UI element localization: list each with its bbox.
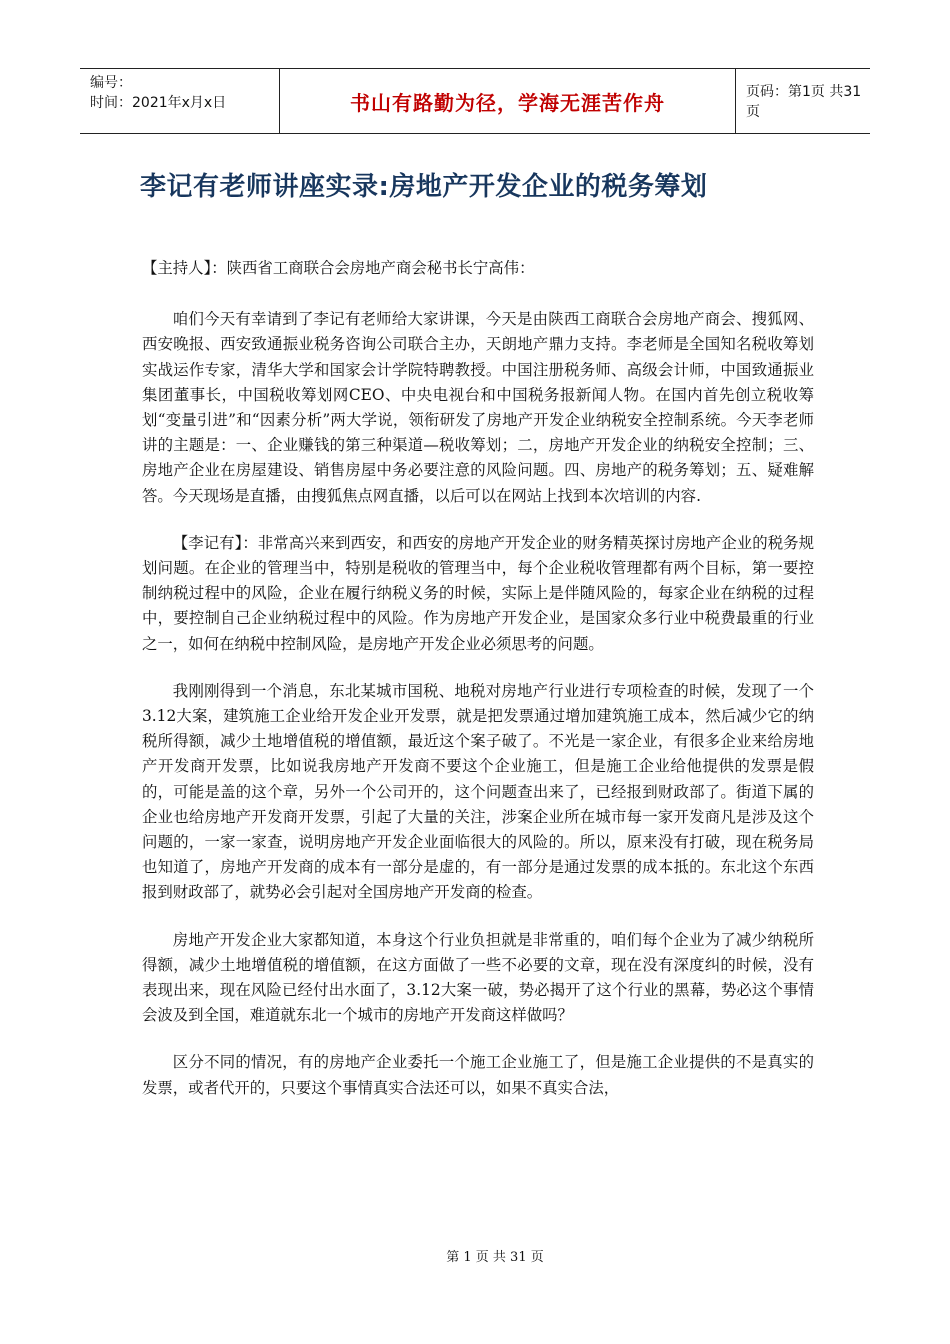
document-title: 李记有老师讲座实录:房地产开发企业的税务筹划 [140,172,708,202]
paragraph: 我刚刚得到一个消息，东北某城市国税、地税对房地产行业进行专项检查的时候，发现了一个3.12大案，建筑施工企业给开发企业开发票，就是把发票通过增加建筑施工成本，然后减少它的纳税所得额，减少土地增值税的增值额，最近这个案子破了。不光是一家企业，有很多企业来给房地产开发商开发票，比如说我房地产开发商不要这个企业施工，但是施工企业给他提供的发票是假的，可能是盖的这个章，另外一个公司开的，这个问题查出来了，已经报到财政部了。街道下属的企业也给房地产开发商开发票，引起了大量的关注，涉案企业所在城市每一家开发商凡是涉及这个问题的，一家一家查，说明房地产开发企业面临很大的风险的。所以，原来没有打破，现在税务局也知道了，房地产开发商的成本有一部分是虚的，有一部分是通过发票的成本抵的。东北这个东西报到财政部了，就势必会引起对全国房地产开发商的检查。 [142,681,814,902]
paragraph: 【李记有】：非常高兴来到西安，和西安的房地产开发企业的财务精英探讨房地产企业的税务规划问题。在企业的管理当中，特别是税收的管理当中，每个企业税收管理都有两个目标，第一要控制纳税过程中的风险，企业在履行纳税义务的时候，实际上是伴随风险的，每家企业在纳税的过程中，要控制自己企业纳税过程中的风险。作为房地产开发企业，是国家众多行业中税费最重的行业之一，如何在纳税中控制风险，是房地产开发企业必须思考的问题。 [142,533,814,653]
paragraph: 咱们今天有幸请到了李记有老师给大家讲课，今天是由陕西工商联合会房地产商会、搜狐网、西安晚报、西安致通振业税务咨询公司联合主办，天朗地产鼎力支持。李老师是全国知名税收筹划实战运作专家，清华大学和国家会计学院特聘教授。中国注册税务师、高级会计师，中国致通振业集团董事长，中国税收筹划网CEO、中央电视台和中国税务报新闻人物。在国内首先创立税收筹划“变量引进”和“因素分析”两大学说，领衔研发了房地产开发企业纳税安全控制系统。今天李老师讲的主题是：一、企业赚钱的第三种渠道—税收筹划；二，房地产开发企业的纳税安全控制；三、房地产企业在房屋建设、销售房屋中务必要注意的风险问题。四、房地产的税务筹划；五、疑难解答。今天现场是直播，由搜狐焦点网直播，以后可以在网站上找到本次培训的内容. [142,310,814,505]
header-page-info: 页码：第1页 共31页 [746,84,862,120]
paragraph: 房地产开发企业大家都知道，本身这个行业负担就是非常重的，咱们每个企业为了减少纳税所得额，减少土地增值税的增值额，在这方面做了一些不必要的文章，现在没有深度纠的时候，没有表现出来，现在风险已经付出水面了，3.12大案一破，势必揭开了这个行业的黑幕，势必这个事情会波及到全国，难道就东北一个城市的房地产开发商这样做吗？ [142,930,814,1025]
paragraph-host-intro: 【主持人】：陕西省工商联合会房地产商会秘书长宁高伟： [142,259,535,277]
time-label: 时间：2021年x月x日 [90,95,227,111]
document-body [142,256,814,1123]
page-header [80,68,870,134]
paragraph: 区分不同的情况，有的房地产企业委托一个施工企业施工了，但是施工企业提供的不是真实的发票，或者代开的，只要这个事情真实合法还可以，如果不真实合法， [142,1053,814,1097]
header-meta [80,69,280,133]
number-label: 编号： [90,75,132,91]
header-motto: 书山有路勤为径，学海无涯苦作舟 [280,69,736,133]
page-footer: 第 1 页 共 31 页 [446,1250,544,1265]
